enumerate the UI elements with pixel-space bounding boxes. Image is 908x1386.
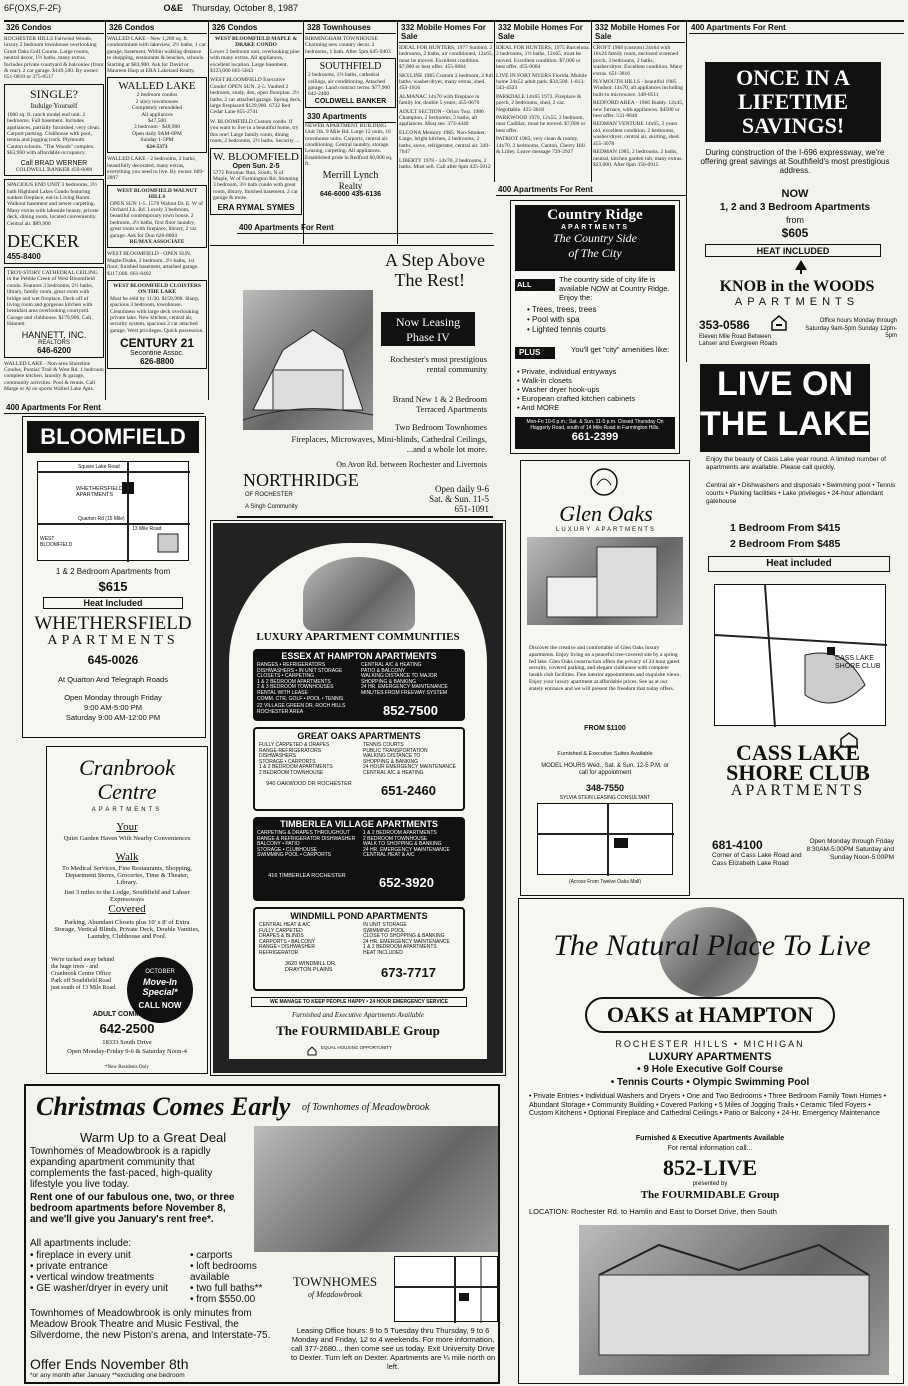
agency-name: CENTURY 21 bbox=[119, 336, 195, 351]
badge-line: OCTOBER bbox=[145, 969, 175, 975]
feature-item: • Lighted tennis courts bbox=[527, 325, 606, 334]
issue-date: Thursday, October 8, 1987 bbox=[191, 3, 298, 13]
ad-hours: Office hours Monday through Saturday 9am-5pm Sunday 12pm-5pm bbox=[805, 318, 897, 339]
ad-phone: 353-0586 bbox=[699, 318, 750, 332]
feature-list bbox=[527, 305, 677, 335]
banner-line: SAVINGS! bbox=[741, 113, 845, 138]
ad-logo: Centre bbox=[97, 779, 157, 804]
ad-bedrooms: 1, 2 and 3 Bedroom Apartments bbox=[719, 202, 871, 213]
ad-body: To Medical Services, Fine Restaurants, Shopping, Department Stores, Groceries, Time & Theater, Library. bbox=[62, 865, 192, 886]
classified-column-3 bbox=[210, 22, 302, 244]
ad-amenities: Central air • Dishwashers and disposals • Swimming pool • Tennis courts • Parking facilities • Lake privileges • 24-hour attendant gatehouse bbox=[706, 482, 896, 505]
feature-list: CENTRAL HEAT & A/C FULLY CARPETED DRAPES & BLINDS CARPORTS • BALCONY RANGE • DISHWASHER REFRIGERATOR bbox=[259, 922, 316, 956]
column-heading: 326 Condos bbox=[210, 22, 302, 34]
feature-item: • carports bbox=[190, 1250, 233, 1261]
column-heading: 400 Apartments For Rent bbox=[689, 22, 904, 34]
ad-subtitle: LUXURY APARTMENTS bbox=[648, 1051, 772, 1063]
listing: PLYMOUTH HILLS - beautiful 1985 Windsor. 14x70, all appliances including built-in microwave. 348-6511 bbox=[593, 79, 683, 98]
ad-hours: Open Monday-Friday 9-6 & Saturday Noon-4 bbox=[67, 1048, 187, 1055]
ad-tagline: Rochester's most prestigious rental community bbox=[390, 354, 487, 374]
tree-icon bbox=[795, 260, 807, 274]
ad-body: Townhomes of Meadowbrook is only minutes from Meadow Brook Theatre and Music Festival, the Silverdome, the new Piston's arena, and Interstate-75. bbox=[30, 1308, 271, 1341]
building-photo bbox=[579, 1225, 889, 1375]
timberlea-panel bbox=[253, 817, 465, 901]
ad-hours: Open Monday through Friday 8:30AM-5:00PM Saturday and Sunday Noon-5:00PM bbox=[806, 838, 894, 861]
ad-slogan: WE MANAGE TO KEEP PEOPLE HAPPY • 24 HOUR EMERGENCY SERVICE bbox=[251, 997, 467, 1007]
badge-line: Move-In Special* bbox=[142, 977, 178, 997]
ad-body: 2 bedrooms, 1½ baths, cathedral ceilings, air conditioning. Attached garage. Land contract terms. $77,900 642-2400 bbox=[308, 72, 391, 98]
listing: WEST BLOOMFIELD - OPEN SUN. Maple/Drake, 2 bedroom, 2½ baths, 1st floor, finished basement, attached garage. $117,000. 661-8402 bbox=[107, 251, 199, 277]
ad-header bbox=[700, 364, 870, 452]
page-header bbox=[4, 3, 904, 15]
ad-contact: SYLVIA STEIN LEASING CONSULTANT bbox=[559, 795, 651, 801]
ad-location: At Quarton And Telegraph Roads bbox=[58, 675, 168, 684]
badge-line: CALL NOW bbox=[138, 1001, 182, 1010]
ad-price: $605 bbox=[781, 226, 809, 240]
listing: WALLED LAKE - New 1,200 sq. ft. condominium with lakeview, 2½ baths, 1 car garage, basement. Within walking distance to shopping, restaurants & beaches, schools. Starting at $83,900. Ask for David or Maureen Harp at ERA Lakeland Realty. bbox=[107, 36, 206, 75]
listing: IDEAL FOR HUNTERS, 1977 Sunbird. 2 bedrooms, 2 baths, air conditioned, 12x65, must be moved. Excellent condition. $7,000 or best offer. 455-9084 bbox=[399, 45, 493, 71]
ad-line: $47,500 bbox=[148, 118, 166, 125]
ad-body: All apartments include: bbox=[30, 1238, 132, 1249]
map-label: WHETHERSFIELD APARTMENTS bbox=[76, 486, 124, 498]
page-number: 6F(OXS,F-2F) bbox=[4, 3, 62, 13]
windmill-pond-panel bbox=[253, 907, 465, 991]
ad-phone: 681-4100 bbox=[712, 838, 763, 852]
agency-phone: 646-6000 435-6136 bbox=[319, 190, 382, 198]
listing: NEWER APARTMENT BUILDING Unit 7th. 9 Mile Rd. Large 12 units, 16 townhouse units. Carports, central air conditioning. Central laundry, storage. Leasing, carpeting. All appliances. Established pride in Redford 60,000 sq. ft. bbox=[305, 122, 393, 168]
banner-line: LIFETIME bbox=[737, 89, 849, 114]
northridge-ad bbox=[237, 236, 493, 518]
ad-logo-sub: of Meadowbrook bbox=[307, 1290, 363, 1299]
ad-logo: KNOB in the WOODS bbox=[719, 278, 875, 295]
ad-line: All appliances bbox=[141, 111, 173, 118]
ad-line: Sunday 1-5PM bbox=[140, 137, 174, 144]
ad-body: Must be sold by 11/30. $159,900. Sharp, spacious 3 bedroom, townhouse. Cleanliness with large deck overlooking private lake. New kitchen, central air, security system, spacious 2 car attached garage, West privileges. Quick possession. bbox=[110, 295, 204, 334]
community-phone: 852-7500 bbox=[383, 703, 438, 718]
ad-phone: 651-1091 bbox=[454, 504, 489, 514]
ad-bedrooms: 1 & 2 Bedroom Apartments from bbox=[55, 567, 171, 576]
ad-body: SPACIOUS END UNIT 3 bedrooms, 2½ bath Highland Lakes Condo featuring sunken fireplace, eat-in Living Room. Walkout basement and newer carpeting. Many extras with lakeside beauty, private deck, dining room, located conveniently. Central air. $89,900 bbox=[7, 182, 99, 227]
ad-title: Country Ridge bbox=[547, 207, 643, 223]
ad-community: A Singh Community bbox=[245, 504, 298, 510]
feature-item: • private entrance bbox=[30, 1261, 108, 1272]
cranbrook-ad bbox=[46, 746, 208, 1074]
ad-title: WEST BLOOMFIELD WALNUT HILLS bbox=[116, 187, 198, 201]
ad-line: Open daily 9AM-6PM bbox=[132, 130, 182, 137]
feature-list: 1 & 2 BEDROOM APARTMENTS 2 BEDROOM TOWNHOUSE WALK TO SHOPPING & BANKING 24 HR. EMERGENCY MAINTENANCE CENTRAL HEAT & A/C bbox=[363, 830, 450, 859]
ad-line: Completely remodeled bbox=[131, 105, 183, 112]
listing: ELCONA Memory 1985. Non-Smoker. Large, bright kitchen, 2 bedrooms, 2 baths, stove, refrigerator, central air. 349-7047 bbox=[399, 129, 490, 156]
ad-title: WEST BLOOMFIELD CLOISTERS ON THE LAKE bbox=[113, 283, 201, 296]
ad-headline: Christmas Comes Early bbox=[36, 1092, 291, 1121]
ad-logo: Cranbrook bbox=[79, 755, 175, 780]
map-label: Square Lake Road bbox=[78, 464, 120, 470]
ad-address: 18333 South Drive bbox=[102, 1039, 152, 1046]
column-heading: 326 Condos bbox=[4, 22, 104, 34]
ad-body: • Private Entries • Individual Washers and Dryers • One and Two Bedrooms • Three Bedroom Family Town Homes • Abundant Storage • Community Building • Covered Parking • 5 Miles of Jogging Trails • Ceramic Tiled Foyers • Custom Kitchens • Optional Fireplace and Cathedral Ceilings • Patio or Balcony • 24-Hr. Emergency Maintenance bbox=[529, 1093, 887, 1118]
feature-item: • Washer dryer hook-ups bbox=[517, 385, 600, 394]
feature-list: CENTRAL A/C & HEATING PATIO & BALCONY WALKING DISTANCE TO MAJOR SHOPPING & BANKING 24 HR. EMERGENCY MAINTENANCE MINUTES FROM FREEWAY SYSTEM bbox=[361, 662, 448, 696]
oaks-at-hampton-ad bbox=[518, 898, 904, 1384]
ad-body: We're tucked away behind the huge trees - and Cranbrook Centre Office Park off Southfield Road just south of 13 Mile Road. bbox=[51, 957, 117, 991]
ad-title: LIVE ON bbox=[716, 365, 854, 403]
ad-body: 1000 sq. ft. ranch model end unit. 2 bedrooms. Full basement. Includes appliances, partially furnished, very clean. Carport parking. Clubhouse with pool, tennis and jogging track. Plymouth Canton schools. "The Woods" complex. $63,900 with affordable occupancy. bbox=[7, 111, 101, 157]
ad-price: $615 bbox=[98, 579, 128, 594]
ad-hours: Open Monday through Friday bbox=[64, 693, 162, 702]
ad-title: SINGLE? bbox=[30, 86, 78, 101]
ad-heading: Walk bbox=[115, 851, 139, 863]
feature-item: • Private, individual entryways bbox=[517, 367, 617, 376]
feature-item: • And MORE bbox=[517, 403, 560, 412]
heat-badge: HEAT INCLUDED bbox=[705, 244, 881, 257]
leasing-line: Now Leasing bbox=[395, 315, 461, 329]
agency: COLDWELL BANKER 459-6000 bbox=[15, 166, 93, 173]
community-phone: 673-7717 bbox=[381, 965, 436, 980]
ad-logo: Glen Oaks bbox=[559, 501, 653, 526]
ad-hours: Leasing Office hours: 9 to 5 Tuesday thru Thursday, 9 to 6 Monday and Friday, 12 to 4 weekends. For more information, call 377-2680... then come see us today. Exit University Drive to Dexter. Turn left on Dexter. Apartments are ¼ mile north on left. bbox=[290, 1326, 496, 1371]
ad-body: Discover the creative and comfortable of Glen Oaks luxury apartments. Enjoy living on a peaceful tree-covered site by a spring fed lake. Glen Oaks construction offers the privacy of 24 hour gated security, covered parking, and elegant clubhouse with complete health club facilities. Fine interior appointments and exquisite views. Enjoy your luxury apartment at affordable prices. See us at our stately entrance and we will present the freedom that today offers. bbox=[529, 645, 681, 692]
listing: REDMAN 1985, 2 bedrooms. 2 baths, neutral, kitchen garden tub, many extras. $23,000. After 6pm 356-0915 bbox=[593, 149, 683, 168]
fourmidable-ad bbox=[210, 520, 506, 1076]
ad-location: On Avon Rd. between Rochester and Livernois bbox=[336, 460, 487, 469]
ad-header bbox=[515, 205, 675, 271]
community-name: GREAT OAKS APARTMENTS bbox=[297, 731, 421, 741]
ad-body: TROY-STORY CATHEDRAL CEILING in the Pebble Creek of West Bloomfield condo. Features 3 bedrooms, 2½ baths, library, family room, great room with bridge and wet fireplace. Deck off of living room and gorgeous kitchen with breakfast area overlooking courtyard. Garage and clubhouse. $179,900. Call Hannett. bbox=[7, 269, 98, 328]
feature-list bbox=[190, 1250, 290, 1305]
feature-item: • fireplace in every unit bbox=[30, 1250, 131, 1261]
feature-list bbox=[517, 367, 677, 412]
listing: WALLED LAKE - Non-area Shoreline Condos, Pontiac Trail & West Rd. 1 bedroom complete kitchen, laundry & garage, community activities. Pool & tennis. Call Marge or Al on sports Walled Lake Apts. bbox=[4, 360, 104, 393]
listing: ROCHESTER HILLS Fairwind Woods, luxury 2 bedroom townhouse overlooking Great Oaks Golf Course. Large rooms, neutral decor, 1½ baths, many extras. Includes private courtyard & balconies (front & rear). 2 car garage. $149,500. By owner: 651-0810 or 375-0517 bbox=[4, 36, 104, 81]
feature-item: • vertical window treatments bbox=[30, 1272, 155, 1283]
classified-column-4 bbox=[305, 22, 396, 244]
listing: LIBERTY 1978 - 14x70, 2 bedrooms, 2 baths. Must sell. Call after 6pm 425-5012 bbox=[399, 157, 491, 170]
ad-logo-sub: APARTMENTS bbox=[734, 296, 860, 308]
ad-slogan: of The City bbox=[568, 246, 622, 260]
ad-logo: CASS LAKE bbox=[735, 740, 861, 765]
location-map bbox=[37, 461, 189, 561]
community-address: 3620 WINDMILL DR. DRAYTON PLAINS bbox=[285, 961, 337, 973]
ad-title: WALLED LAKE bbox=[118, 80, 196, 93]
listing: REDFORD AREA - 1966 Buddy. 12x45, new furnace, with appliances. $4500 or best offer. 531-8646 bbox=[593, 100, 684, 120]
ad-hours: Saturday 9:00 AM-12:00 PM bbox=[65, 713, 161, 722]
price-row: 1 Bedroom From $415 bbox=[730, 522, 841, 534]
ad-title: THE LAKE bbox=[700, 405, 870, 443]
price-row: 2 Bedroom From $485 bbox=[730, 538, 841, 550]
listing: IDEAL FOR HUNTERS, 1975 Barcelona. 2 bedrooms, 1½ baths, 12x65, must be moved. Excellent condition. $7,000 or best offer. 455-9084 bbox=[496, 45, 590, 71]
ad-body: Parking, Abundant Closets plus 10' x 8' of Extra Storage, Vertical Blinds, Private Deck, Double Vanities, Laundry, Clubhouse and Pool. bbox=[54, 919, 200, 940]
section-heading: 400 Apartments For Rent bbox=[4, 402, 204, 414]
community-address: 416 TIMBERLEA ROCHESTER bbox=[268, 873, 346, 879]
listing: PATRIOT 1983, very clean & roomy, 14x70, 2 bedrooms, Canton, Cherry Hill & Lilley. Leave message 729-2927 bbox=[496, 136, 585, 156]
meadowbrook-ad bbox=[24, 1084, 500, 1384]
ad-subhead: Warm Up to a Great Deal bbox=[80, 1130, 227, 1145]
ad-offer: Rent one of our fabulous one, two, or three bedroom apartments before November 8, and we'll give you January's rent free*. bbox=[30, 1192, 235, 1225]
agency-sub: Secontine Assoc. bbox=[130, 350, 184, 358]
ad-phone: 348-7550 bbox=[585, 783, 625, 793]
agency-name: Merrill Lynch bbox=[322, 169, 379, 181]
ad-body: Just 3 miles to the Lodge, Southfield and Lahser Expressways bbox=[64, 889, 190, 903]
feature-item: • Trees, trees, trees bbox=[527, 305, 597, 314]
ad-location: LOCATION: Rochester Rd. to Hamlin and East to Dorset Drive, then South bbox=[529, 1207, 777, 1216]
ad-subtitle: APARTMENTS bbox=[560, 224, 630, 231]
ad-logo: TOWNHOMES bbox=[292, 1274, 378, 1289]
ad-body: You'll get "city" amenities like: bbox=[571, 345, 670, 354]
ad-note: Furnished & Executive Suites Available bbox=[557, 751, 653, 757]
leasing-line: Phase IV bbox=[406, 330, 450, 344]
community-name: ESSEX AT HAMPTON APARTMENTS bbox=[281, 651, 437, 661]
section-heading: 400 Apartments For Rent bbox=[496, 184, 686, 196]
ad-hours: Mon-Fri 10-6 p.m.; Sat. & Sun. 11-5 p.m. Closed Thursday On Haggerty Road, south of 14 Mile Road in Farmington Hills. bbox=[526, 419, 664, 431]
cass-lake-contact bbox=[712, 838, 902, 888]
ad-hours: 9:00 AM-5:00 PM bbox=[84, 703, 142, 712]
equal-housing-icon bbox=[771, 315, 787, 331]
ad-title: W. BLOOMFIELD bbox=[213, 150, 299, 163]
ad-hours: MODEL HOURS Wed., Sat. & Sun. 12-5 P.M. or call for appointment bbox=[541, 763, 669, 776]
map-caption: (Across From Twelve Oaks Mall) bbox=[568, 879, 642, 885]
ad-offer-end: Offer Ends November 8th bbox=[30, 1356, 189, 1372]
feature-list: CARPETING & DRAPES THROUGHOUT RANGE & REFRIGERATOR DISHWASHER BALCONY • PATIO STORAGE • CLUBHOUSE SWIMMING POOL • CARPORTS bbox=[257, 830, 356, 859]
ad-footnote: *or any month after January **excluding one bedroom bbox=[30, 1372, 185, 1379]
ad-logo-sub: OF ROCHESTER bbox=[245, 492, 293, 498]
ad-body: OPEN SUN 1-5. 1578 Walnut Dr. E. W of Orchard Lk. Rd. Lovely 3 bedroom, beautiful contemporary town house. 2 bedroom, 2½ baths, first floor laundry, great room with fireplace, library, 2 car garage. Ask for Don 626-8004 bbox=[110, 200, 203, 239]
classified-column-6 bbox=[496, 22, 590, 182]
couple-photo bbox=[254, 1126, 498, 1252]
equal-housing-icon bbox=[307, 1043, 317, 1053]
cass-lake-ad bbox=[700, 364, 900, 810]
agency-name: ERA RYMAL SYMES bbox=[217, 202, 295, 212]
agency-phone: 646-6200 bbox=[37, 345, 71, 355]
classified-column-5 bbox=[399, 22, 493, 182]
listing: WALLED LAKE - 2 bedrooms, 2 baths, beautifully decorated, many extras, everything you need to live. By owner. 669-2897 bbox=[107, 156, 204, 182]
ad-phone: 661-2399 bbox=[571, 431, 619, 443]
column-heading: 332 Mobile Homes For Sale bbox=[399, 22, 493, 43]
ad-address: Corner of Cass Lake Road and Cass Elizabeth Lake Road bbox=[712, 852, 802, 867]
ad-from: from bbox=[786, 215, 804, 225]
feature-item: • GE washer/dryer in every unit bbox=[30, 1283, 168, 1294]
ad-feature: Fireplaces, Microwaves, Mini-blinds, Cathedral Ceilings, ...and a whole lot more. bbox=[291, 434, 487, 454]
listing: ALMANAC 14x70 with fireplace in family lot, double 5 years; 455-0676 bbox=[399, 93, 480, 107]
ad-body: The country side of city life is available NOW at Country Ridge. Enjoy the: bbox=[559, 275, 670, 302]
ad-note: presented by bbox=[692, 1181, 728, 1187]
paper-name: O&E bbox=[163, 3, 184, 13]
essex-panel bbox=[253, 649, 465, 721]
agency-name: COLDWELL BANKER bbox=[314, 97, 387, 105]
ad-body: Enjoy the beauty of Cass Lake year round. A limited number of apartments are available. Please call quickly. bbox=[706, 456, 886, 471]
map-label: CASS LAKE SHORE CLUB bbox=[835, 655, 881, 670]
feature-item: • European crafted kitchen cabinets bbox=[517, 394, 636, 403]
agency-phone: 455-8400 bbox=[7, 251, 41, 261]
agency-phone: 626-8800 bbox=[140, 357, 174, 367]
glen-oaks-ad bbox=[520, 460, 690, 896]
ad-logo-sub: LUXURY APARTMENTS bbox=[556, 527, 656, 533]
community-address: 22 VILLAGE GREEN DR. ROCH HILLS ROCHESTER AREA bbox=[257, 703, 346, 715]
feature-list: TENNIS COURTS PUBLIC TRANSPORTATION WALKING DISTANCE TO SHOPPING & BANKING 24 HOUR EMERGENCY MAINTENANCE CENTRAL A/C & HEATING bbox=[363, 742, 456, 776]
ad-footer-note: EQUAL HOUSING OPPORTUNITY bbox=[321, 1045, 393, 1050]
agency-sub: REALTORS bbox=[38, 339, 70, 346]
ad-line: 3 bedroom - $48,900 bbox=[133, 124, 181, 131]
listing: Lower 2 bedroom unit, overlooking pine with many extras. All appliances, excellent location. Large basement. $123,000 661-5043 bbox=[210, 48, 300, 75]
ad-now: NOW bbox=[781, 188, 809, 200]
ad-hours: Sat. & Sun. 11-5 bbox=[429, 494, 489, 504]
agent-name: Call BRAD WERNER bbox=[20, 159, 88, 167]
ad-body: During construction of the I-696 expressway, we're offering great savings at Southfield's most prestigious address. bbox=[700, 148, 890, 175]
ad-hours: Open daily 9-6 bbox=[435, 484, 489, 494]
ad-open: Open Sun. 2-5 bbox=[232, 162, 280, 170]
listing: CROFT 1968 (custom) 24x64 with 16x24 family room, enclosed screened porch, 3 bedrooms, 2 baths, washer/dryer. Excellent condition. Many extras. 651-3816 bbox=[593, 45, 683, 77]
ad-location: ROCHESTER HILLS • MICHIGAN bbox=[615, 1039, 805, 1049]
feature-list bbox=[30, 1250, 190, 1294]
ad-logo-sub: APARTMENTS bbox=[91, 807, 163, 813]
ad-body: Townhomes of Meadowbrook is a rapidly expanding apartment community that complements the fast-paced, high-quality lifestyle you live today. bbox=[30, 1146, 213, 1190]
company-logo: The FOURMIDABLE Group bbox=[276, 1023, 440, 1038]
ad-headline-sub: of Townhomes of Meadowbrook bbox=[302, 1102, 430, 1113]
map-label: 13 Mile Road bbox=[132, 526, 162, 532]
tree-illustration bbox=[303, 557, 415, 631]
ad-title: SOUTHFIELD bbox=[319, 61, 382, 73]
map-label: Quarton Rd (15 Mile) bbox=[78, 516, 125, 522]
great-oaks-panel bbox=[253, 727, 465, 811]
listing: W. BLOOMFIELD Custom condo. If you want to live in a beautiful home, try this one! Large family room, dining room, 2 bedrooms, 2½ baths. Security ... bbox=[210, 118, 300, 145]
ad-address: Eleven Mile Road Between Lahser and Evergreen Roads bbox=[699, 334, 778, 347]
listing: REDMAN VENTURE 14x65, 2 years old, excellent condition. 2 bedrooms, washer/dryer, central air, skirting, shed. 455-3078 bbox=[593, 121, 680, 147]
classified-column-2 bbox=[107, 22, 207, 400]
listing: LIVE IN FORT MYERS Florida. Mobile home 24x52 adult park. $34,500. 1-813-543-4523 bbox=[496, 72, 587, 92]
ad-note: *New Residents Only bbox=[105, 1065, 149, 1070]
ad-phone: 645-0026 bbox=[87, 653, 139, 667]
column-heading: 330 Apartments bbox=[305, 111, 396, 123]
ad-feature: • Tennis Courts • Olympic Swimming Pool bbox=[610, 1077, 810, 1088]
feature-item: • from $550.00 bbox=[190, 1294, 256, 1305]
ad-footer bbox=[515, 417, 675, 449]
ad-note: For rental information call... bbox=[667, 1145, 753, 1152]
feature-list: RANGES • REFRIGERATORS DISHWASHERS • IN UNIT STORAGE CLOSETS • CARPETING 1 & 2 BEDROOM APARTMENTS 2 & 3 BEDROOM TOWNHOUSES RENTAL WITH LEASE COMM. CTR. GOLF • POOL • TENNIS bbox=[257, 662, 344, 702]
knob-in-the-woods-ad bbox=[689, 22, 904, 362]
company-logo: The FOURMIDABLE Group bbox=[640, 1189, 780, 1201]
ad-note: Furnished & Executive Apartments Available bbox=[635, 1135, 785, 1142]
ad-title: WEST BLOOMFIELD MAPLE & DRAKE CONDO bbox=[214, 36, 298, 49]
ad-body: 5772 Potomac Run, South, N of Maple, W of Farmington Rd. Stunning 3 bedroom, 3½ bath condo with great room, library, finished basement, 2 car garage & more. bbox=[213, 169, 299, 202]
community-phone: 651-2460 bbox=[381, 783, 436, 798]
community-phone: 652-3920 bbox=[379, 875, 434, 890]
agency-name: HANNETT, INC. bbox=[21, 329, 87, 340]
section-heading: 400 Apartments For Rent bbox=[237, 222, 493, 234]
logo-icon bbox=[589, 467, 619, 497]
listing: SKYLINE 1985 Custom 3 bedroom, 2 full baths, washer/dryer, many extras, shed. 453-1816 bbox=[399, 72, 493, 92]
feature-item: • loft bedrooms available bbox=[190, 1261, 257, 1283]
column-heading: 332 Mobile Homes For Sale bbox=[496, 22, 590, 43]
location-map bbox=[714, 584, 886, 726]
feature-list: FULLY CARPETED & DRAPES RANGE-REFRIGERATORS DISHWASHERS STORAGE • CARPORTS 1 & 2 BEDROOM APARTMENTS 2 BEDROOM TOWNHOUSE bbox=[259, 742, 333, 776]
ad-phone: 642-2500 bbox=[99, 1021, 155, 1036]
feature-item: • two full baths** bbox=[190, 1283, 263, 1294]
listing: PARKWOOD 1970, 12x55, 2 bedroom, near Cadillac, must be moved. $7,000 or best offer. bbox=[496, 115, 586, 134]
listing: PARKDALE 14x65 1973. Fireplace & porch, 2 bedrooms, shed, 2 car. Negotiable. 425-3618 bbox=[496, 93, 582, 113]
ad-logo-sub: APARTMENTS bbox=[47, 633, 179, 648]
location-map bbox=[537, 803, 673, 875]
all-new-badge: ALL NEW! bbox=[515, 279, 555, 291]
listing: WEST BLOOMFIELD Executive Condo! OPEN SUN. 2-5. Vaulted 2 bedroom, study, den, open floorplan. 2½ baths, 2 car attached garage. Spring deck, large fireplaced $129,900. 6732 Red Cedar Lane 855-2741 bbox=[210, 77, 302, 116]
ad-body: Quiet Garden Haven With Nearby Conveniences bbox=[63, 835, 191, 842]
ad-line: 2 story townhouses bbox=[135, 98, 179, 105]
community-address: 940 OAKWOOD DR ROCHESTER bbox=[266, 781, 352, 787]
ad-logo: OAKS at HAMPTON bbox=[585, 997, 835, 1033]
listing: BIRMINGHAM TOWNHOUSE Charming new country decor. 2 bedrooms, 1 bath. After 5pm 645-9403 bbox=[305, 36, 391, 55]
ad-community: ADULT COMMUNITY bbox=[92, 1011, 162, 1018]
savings-banner bbox=[705, 62, 881, 142]
ad-subtitle: Indulge Yourself bbox=[30, 101, 78, 110]
ad-logo: SHORE CLUB bbox=[726, 760, 870, 785]
ad-phone: 852-LIVE bbox=[662, 1155, 758, 1180]
ad-headline: A Step Above bbox=[384, 250, 485, 270]
ad-heading: Covered bbox=[108, 903, 146, 915]
ad-line: 2 bedroom condos bbox=[136, 92, 178, 99]
banner-line: ONCE IN A bbox=[736, 65, 850, 90]
column-heading: 326 Condos bbox=[107, 22, 207, 34]
building-illustration bbox=[243, 290, 373, 430]
ad-note: Furnished and Executive Apartments Available bbox=[292, 1011, 424, 1019]
column-heading: 332 Mobile Homes For Sale bbox=[593, 22, 685, 43]
ad-headline: The Rest! bbox=[394, 270, 465, 290]
agency-name: DECKER bbox=[7, 230, 79, 251]
agency: RE/MAX ASSOCIATE bbox=[129, 238, 185, 245]
ad-logo: WHETHERSFIELD bbox=[34, 613, 192, 634]
ad-logo-sub: APARTMENTS bbox=[730, 782, 866, 799]
ad-arch-title: The Natural Place To Live bbox=[553, 929, 871, 962]
community-name: TIMBERLEA VILLAGE APARTMENTS bbox=[280, 819, 438, 829]
country-ridge-ad bbox=[510, 200, 680, 454]
ad-heading: Your bbox=[116, 821, 138, 833]
ad-line: 624-5373 bbox=[146, 143, 168, 150]
plus-badge: PLUS bbox=[515, 347, 555, 359]
community-name: WINDMILL POND APARTMENTS bbox=[290, 911, 428, 921]
feature-list: IN UNIT STORAGE SWIMMING POOL CLOSE TO SHOPPING & BANKING 24 HR. EMERGENCY MAINTENANCE 1 & 2 BEDROOM APARTMENTS HEAT INCLUDED bbox=[363, 922, 450, 956]
agency-sub: Realty bbox=[338, 180, 363, 191]
whethersfield-ad bbox=[22, 416, 206, 738]
ad-logo: NORTHRIDGE bbox=[243, 470, 359, 490]
feature-item: • Walk-in closets bbox=[517, 376, 572, 385]
map-label: WEST BLOOMFIELD bbox=[40, 536, 73, 548]
classified-column-1 bbox=[4, 22, 104, 400]
heat-badge: Heat included bbox=[708, 556, 890, 572]
column-heading: 328 Townhouses bbox=[305, 22, 396, 34]
building-photo bbox=[527, 537, 683, 625]
listing: ADULT SECTION - Orion Twp. 1986 Champion, 2 bedrooms, 2 baths, all appliances. Must see. 373-4440 bbox=[399, 108, 484, 128]
feature-item: • Pool with spa bbox=[527, 315, 580, 324]
ad-title: LUXURY APARTMENT COMMUNITIES bbox=[256, 631, 460, 643]
ad-title: BLOOMFIELD bbox=[27, 421, 199, 453]
ad-feature: • 9 Hole Executive Golf Course bbox=[637, 1064, 783, 1075]
ad-feature: Brand New 1 & 2 Bedroom Terraced Apartments bbox=[392, 394, 487, 414]
leasing-banner bbox=[381, 312, 475, 346]
ad-slogan: The Country Side bbox=[553, 231, 637, 245]
classified-column-7 bbox=[593, 22, 685, 182]
heat-badge: Heat Included bbox=[43, 597, 183, 609]
ad-feature: Two Bedroom Townhomes bbox=[394, 422, 487, 432]
location-map bbox=[394, 1256, 498, 1322]
ad-price: FROM $1100 bbox=[584, 725, 626, 732]
